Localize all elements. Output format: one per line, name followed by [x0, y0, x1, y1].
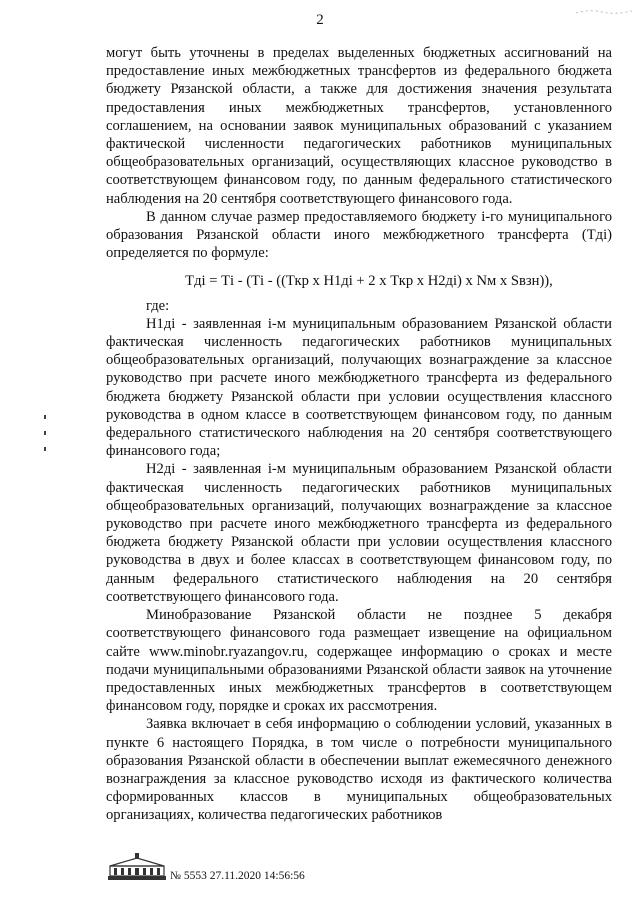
registration-stamp: № 5553 27.11.2020 14:56:56: [170, 870, 305, 882]
government-building-logo-icon: [106, 852, 168, 882]
margin-binding-marks: [42, 415, 48, 475]
paragraph-continuation: могут быть уточнены в пределах выделенных бюджетных ассигнований на предоставление иных межбюджетных трансфертов из федерального бюджета бюджету Рязанской области, а также для достижения значения результата предоставления иных межбюджетных трансфертов, установленного соглашением, на основании заявок муниципальных образований с указанием фактической численности педагогических работников муниципальных общеобразовательных организаций, осуществляющих классное руководство в соответствующем финансовом году, по данным федерального статистического наблюдения на 20 сентября соответствующего финансового года.: [106, 45, 612, 207]
footer: [106, 852, 168, 882]
paragraph-n1-definition: Н1дi - заявленная i-м муниципальным образованием Рязанской области фактическая численность педагогических работников муниципальных общеобразовательных организаций, получающих вознаграждение за классное руководство при расчете иного межбюджетного трансферта из федерального бюджета бюджету Рязанской области при условии осуществления классного руководства в одном классе в соответствующем финансовом году, по данным федерального статистического наблюдения на 20 сентября соответствующего финансового года;: [106, 315, 612, 460]
paragraph-where: где:: [146, 297, 170, 314]
paragraph-application-contents: Заявка включает в себя информацию о соблюдении условий, указанных в пункте 6 настоящего Порядка, в том числе о потребности муниципального образования Рязанской области в обеспечении выплат ежемесячного денежного вознаграждения за классное руководство исходя из фактического количества сформированных классов в муниципальных общеобразовательных организациях, количества педагогических работников: [106, 716, 612, 824]
paragraph-formula-intro: В данном случае размер предоставляемого бюджету i-го муниципального образования Рязанской области иного межбюджетного трансферта (Тдi) определяется по формуле:: [106, 208, 612, 262]
document-body: [106, 44, 612, 825]
paragraph-ministry-notice: Минобразование Рязанской области не позднее 5 декабря соответствующего финансового года размещает извещение на официальном сайте www.minobr.ryazangov.ru, содержащее информацию о сроках и месте подачи муниципальными образованиями Рязанской области заявок на уточнение предоставленных иных межбюджетных трансфертов в соответствующем финансовом году, порядке и сроках их рассмотрения.: [106, 607, 612, 715]
formula: Тдi = Тi - (Тi - ((Ткр х Н1дi + 2 х Ткр х Н2дi) х Nм х Sвзн)),: [185, 273, 553, 290]
page-number: 2: [316, 12, 324, 28]
paragraph-n2-definition: Н2дi - заявленная i-м муниципальным образованием Рязанской области фактическая численность педагогических работников муниципальных общеобразовательных организаций, получающих вознаграждение за классное руководство при расчете иного межбюджетного трансферта из федерального бюджета бюджету Рязанской области при условии осуществления классного руководства в двух и более классах в соответствующем финансовом году, по данным федерального статистического наблюдения на 20 сентября соответствующего финансового года.: [106, 461, 612, 605]
